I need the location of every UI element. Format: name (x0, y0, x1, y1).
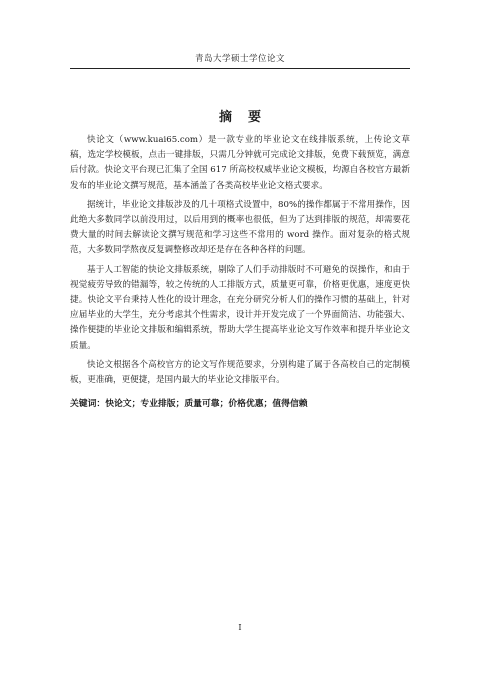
abstract-paragraph-3: 基于人工智能的快论文排版系统，剔除了人们手动排版时不可避免的误操作，和由于视觉疲劳导致的错漏等，较之传统的人工排版方式，质量更可靠，价格更优惠，速度更快捷。快论文平台秉持人性化的设计理念，在充分研究分析人们的操作习惯的基础上，针对应届毕业的大学生，充分考虑其个性需求，设计并开发完成了一个界面简洁、功能强大、操作便捷的毕业论文排版和编辑系统，帮助大学生提高毕业论文写作效率和提升毕业论文质量。 (70, 264, 410, 351)
keywords-list: 快论文；专业排版；质量可靠；价格优惠；值得信赖 (105, 399, 308, 410)
page-number: I (238, 623, 242, 632)
abstract-paragraph-2: 据统计，毕业论文排版涉及的几十项格式设置中，80%的操作都属于不常用操作，因此绝大多数同学以前没用过，以后用到的概率也很低，但为了达到排版的规范，却需要花费大量的时间去解读论文撰写规范和学习这些不常用的 word 操作。面对复杂的格式规范，大多数同学熬夜反复调整修改却还是存在各种各样的问题。 (70, 199, 410, 256)
keywords-label: 关键词： (70, 399, 106, 410)
abstract-body (70, 133, 410, 412)
running-header: 青岛大学硕士学位论文 (70, 52, 410, 69)
abstract-paragraph-1: 快论文（www.kuai65.com）是一款专业的毕业论文在线排版系统，上传论文草稿，选定学校模板，点击一键排版，只需几分钟就可完成论文排版，免费下载预览，满意后付款。快论文平台现已汇集了全国 617 所高校权威毕业论文模板，均源自各校官方最新发布的毕业论文撰写规范，基本涵盖了各类高校毕业论文格式要求。 (70, 135, 410, 191)
keywords-line (70, 397, 410, 412)
abstract-title: 摘要 (218, 110, 277, 125)
abstract-paragraph-4: 快论文根据各个高校官方的论文写作规范要求，分别构建了属于各高校自己的定制模板，更准确，更便捷，是国内最大的毕业论文排版平台。 (70, 359, 410, 386)
